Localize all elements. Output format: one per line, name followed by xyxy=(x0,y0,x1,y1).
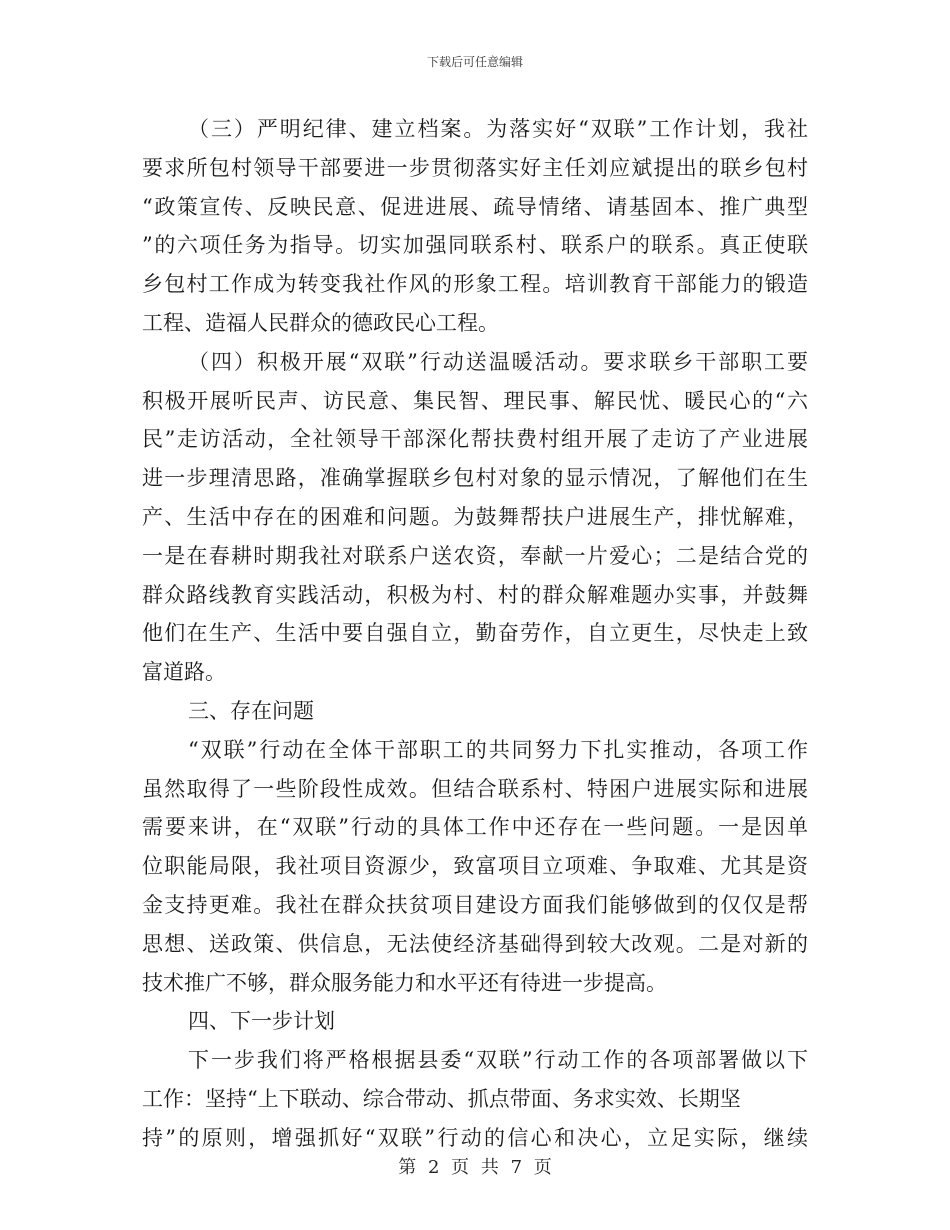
body-text-line: 虽然取得了一些阶段性成效。但结合联系村、特困户进展实际和进展 xyxy=(142,776,808,801)
body-text-line: 民”走访活动，全社领导干部深化帮扶费村组开展了走访了产业进展 xyxy=(142,427,808,452)
body-text-line: 乡包村工作成为转变我社作风的形象工程。培训教育干部能力的锻造 xyxy=(142,272,808,297)
body-text-line: 位职能局限，我社项目资源少，致富项目立项难、争取难、尤其是资 xyxy=(142,854,808,879)
body-text-line: 要求所包村领导干部要进一步贯彻落实好主任刘应斌提出的联乡包村 xyxy=(142,155,808,180)
body-text-line: 思想、送政策、供信息，无法使经济基础得到较大改观。二是对新的 xyxy=(142,931,808,956)
body-text-line: 他们在生产、生活中要自强自立，勤奋劳作，自立更生，尽快走上致 xyxy=(142,621,808,646)
body-text-line: 进一步理清思路，准确掌握联乡包村对象的显示情况，了解他们在生 xyxy=(142,466,808,491)
page-number-footer: 第 2 页 共 7 页 xyxy=(398,1157,552,1178)
body-text-line: （三）严明纪律、建立档案。为落实好“双联”工作计划，我社 xyxy=(188,117,808,141)
body-text-line: 需要来讲，在“双联”行动的具体工作中还存在一些问题。一是因单 xyxy=(142,815,808,840)
body-text-line: “双联”行动在全体干部职工的共同努力下扎实推动，各项工作 xyxy=(188,737,808,762)
body-text-line: （四）积极开展“双联”行动送温暖活动。要求联乡干部职工要 xyxy=(188,349,808,374)
body-text-line: ”的六项任务为指导。切实加强同联系村、联系户的联系。真正使联 xyxy=(142,233,808,258)
body-text-line: 一是在春耕时期我社对联系户送农资，奉献一片爱心；二是结合党的 xyxy=(142,543,808,568)
section-heading: 四、下一步计划 xyxy=(188,1009,335,1034)
body-text-line: 持”的原则，增强抓好“双联”行动的信心和决心，立足实际，继续 xyxy=(142,1125,808,1150)
body-text-line: 技术推广不够，群众服务能力和水平还有待进一步提高。 xyxy=(142,970,667,995)
body-text-line: 金支持更难。我社在群众扶贫项目建设方面我们能够做到的仅仅是帮 xyxy=(142,892,808,917)
page-header-note: 下载后可任意编辑 xyxy=(426,55,523,69)
body-text-line: 富道路。 xyxy=(142,660,226,685)
body-text-line: 积极开展听民声、访民意、集民智、理民事、解民忧、暖民心的“六 xyxy=(142,388,808,413)
body-text-line: 产、生活中存在的困难和问题。为鼓舞帮扶户进展生产，排忧解难， xyxy=(142,504,808,529)
body-text-line: “政策宣传、反映民意、促进进展、疏导情绪、请基固本、推广典型 xyxy=(142,194,808,219)
section-heading: 三、存在问题 xyxy=(188,698,314,723)
body-text-line: 群众路线教育实践活动，积极为村、村的群众解难题办实事，并鼓舞 xyxy=(142,582,808,607)
body-text-line: 工作：坚持“上下联动、综合带动、抓点带面、务求实效、长期坚 xyxy=(142,1086,741,1111)
body-text-line: 下一步我们将严格根据县委“双联”行动工作的各项部署做以下 xyxy=(188,1048,808,1073)
body-text-line: 工程、造福人民群众的德政民心工程。 xyxy=(142,310,499,335)
document-body xyxy=(142,110,808,1158)
